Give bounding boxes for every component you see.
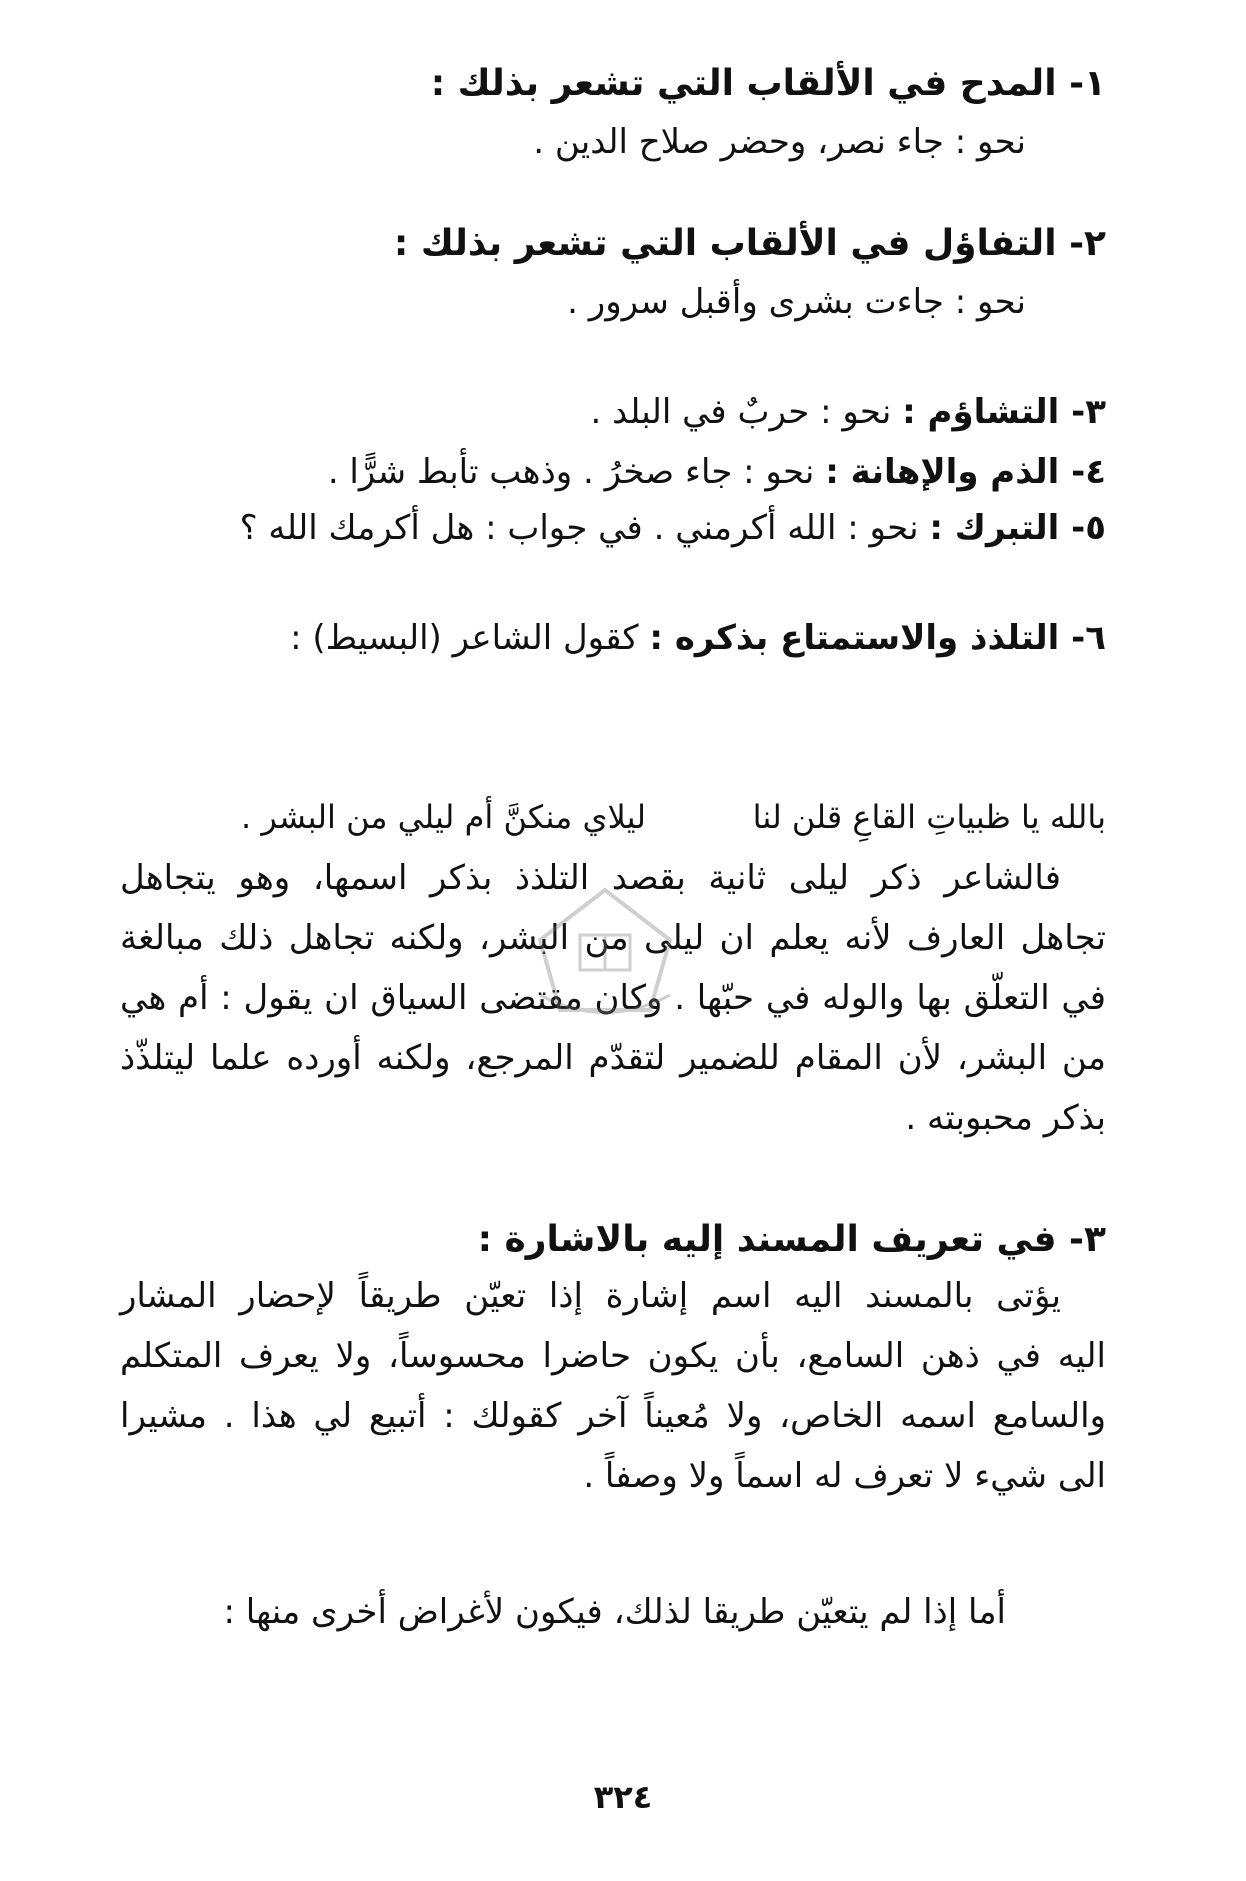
explanation-line: فالشاعر ذكر ليلى ثانية بقصد التلذذ بذكر اسمها، وهو يتجاهل: [120, 858, 1061, 898]
item4-label: ٤- الذم والإهانة :: [825, 452, 1106, 492]
item5: [240, 508, 1106, 549]
explanation-line: في التعلّق بها والوله في حبّها . وكان مقتضى السياق ان يقول : أم هي: [120, 978, 1106, 1018]
item1-title: ١- المدح في الألقاب التي تشعر بذلك :: [430, 63, 1106, 104]
item2-title: ٢- التفاؤل في الألقاب التي تشعر بذلك :: [393, 223, 1106, 264]
item1-example: نحو : جاء نصر، وحضر صلاح الدين .: [533, 122, 1026, 162]
page-number: ٣٢٤: [593, 1778, 653, 1816]
section3-line: الى شيء لا تعرف له اسماً ولا وصفاً .: [583, 1456, 1106, 1496]
explanation-line: من البشر، لأن المقام للضمير لتقدّم المرجع، ولكنه أورده علما ليتلذّذ: [120, 1038, 1106, 1078]
item4: [328, 452, 1106, 493]
item6-text: كقول الشاعر (البسيط) :: [290, 618, 639, 658]
section3-line: والسامع اسمه الخاص، ولا مُعيناً آخر كقولك : أتبيع لي هذا . مشيرا: [120, 1396, 1106, 1436]
item6-label: ٦- التلذذ والاستمتاع بذكره :: [649, 618, 1106, 658]
section3-line: يؤتى بالمسند اليه اسم إشارة إذا تعيّن طريقاً لإحضار المشار: [120, 1276, 1061, 1316]
item6: [290, 618, 1106, 659]
item3: [590, 392, 1106, 433]
verse-second-half: ليلاي منكنَّ أم ليلي من البشر .: [241, 798, 646, 836]
section3-line: اليه في ذهن السامع، بأن يكون حاضرا محسوساً، ولا يعرف المتكلم: [120, 1336, 1106, 1376]
verse-first-half: بالله يا ظبياتِ القاعِ قلن لنا: [752, 798, 1106, 836]
item3-label: ٣- التشاؤم :: [902, 392, 1106, 432]
item3-text: نحو : حربٌ في البلد .: [590, 392, 892, 432]
item5-label: ٥- التبرك :: [929, 508, 1106, 548]
closing-line: أما إذا لم يتعيّن طريقا لذلك، فيكون لأغراض أخرى منها :: [223, 1592, 1006, 1632]
section3-title: ٣- في تعريف المسند إليه بالاشارة :: [477, 1219, 1106, 1260]
explanation-line: بذكر محبوبته .: [905, 1098, 1106, 1138]
item4-text: نحو : جاء صخرُ . وذهب تأبط شرًّا .: [327, 452, 815, 492]
explanation-line: تجاهل العارف لأنه يعلم ان ليلى من البشر، ولكنه تجاهل ذلك مبالغة: [120, 918, 1106, 958]
item2-example: نحو : جاءت بشرى وأقبل سرور .: [567, 282, 1026, 322]
item5-text: نحو : الله أكرمني . في جواب : هل أكرمك الله ؟: [239, 508, 919, 548]
library-seal-icon: [520, 880, 690, 1020]
